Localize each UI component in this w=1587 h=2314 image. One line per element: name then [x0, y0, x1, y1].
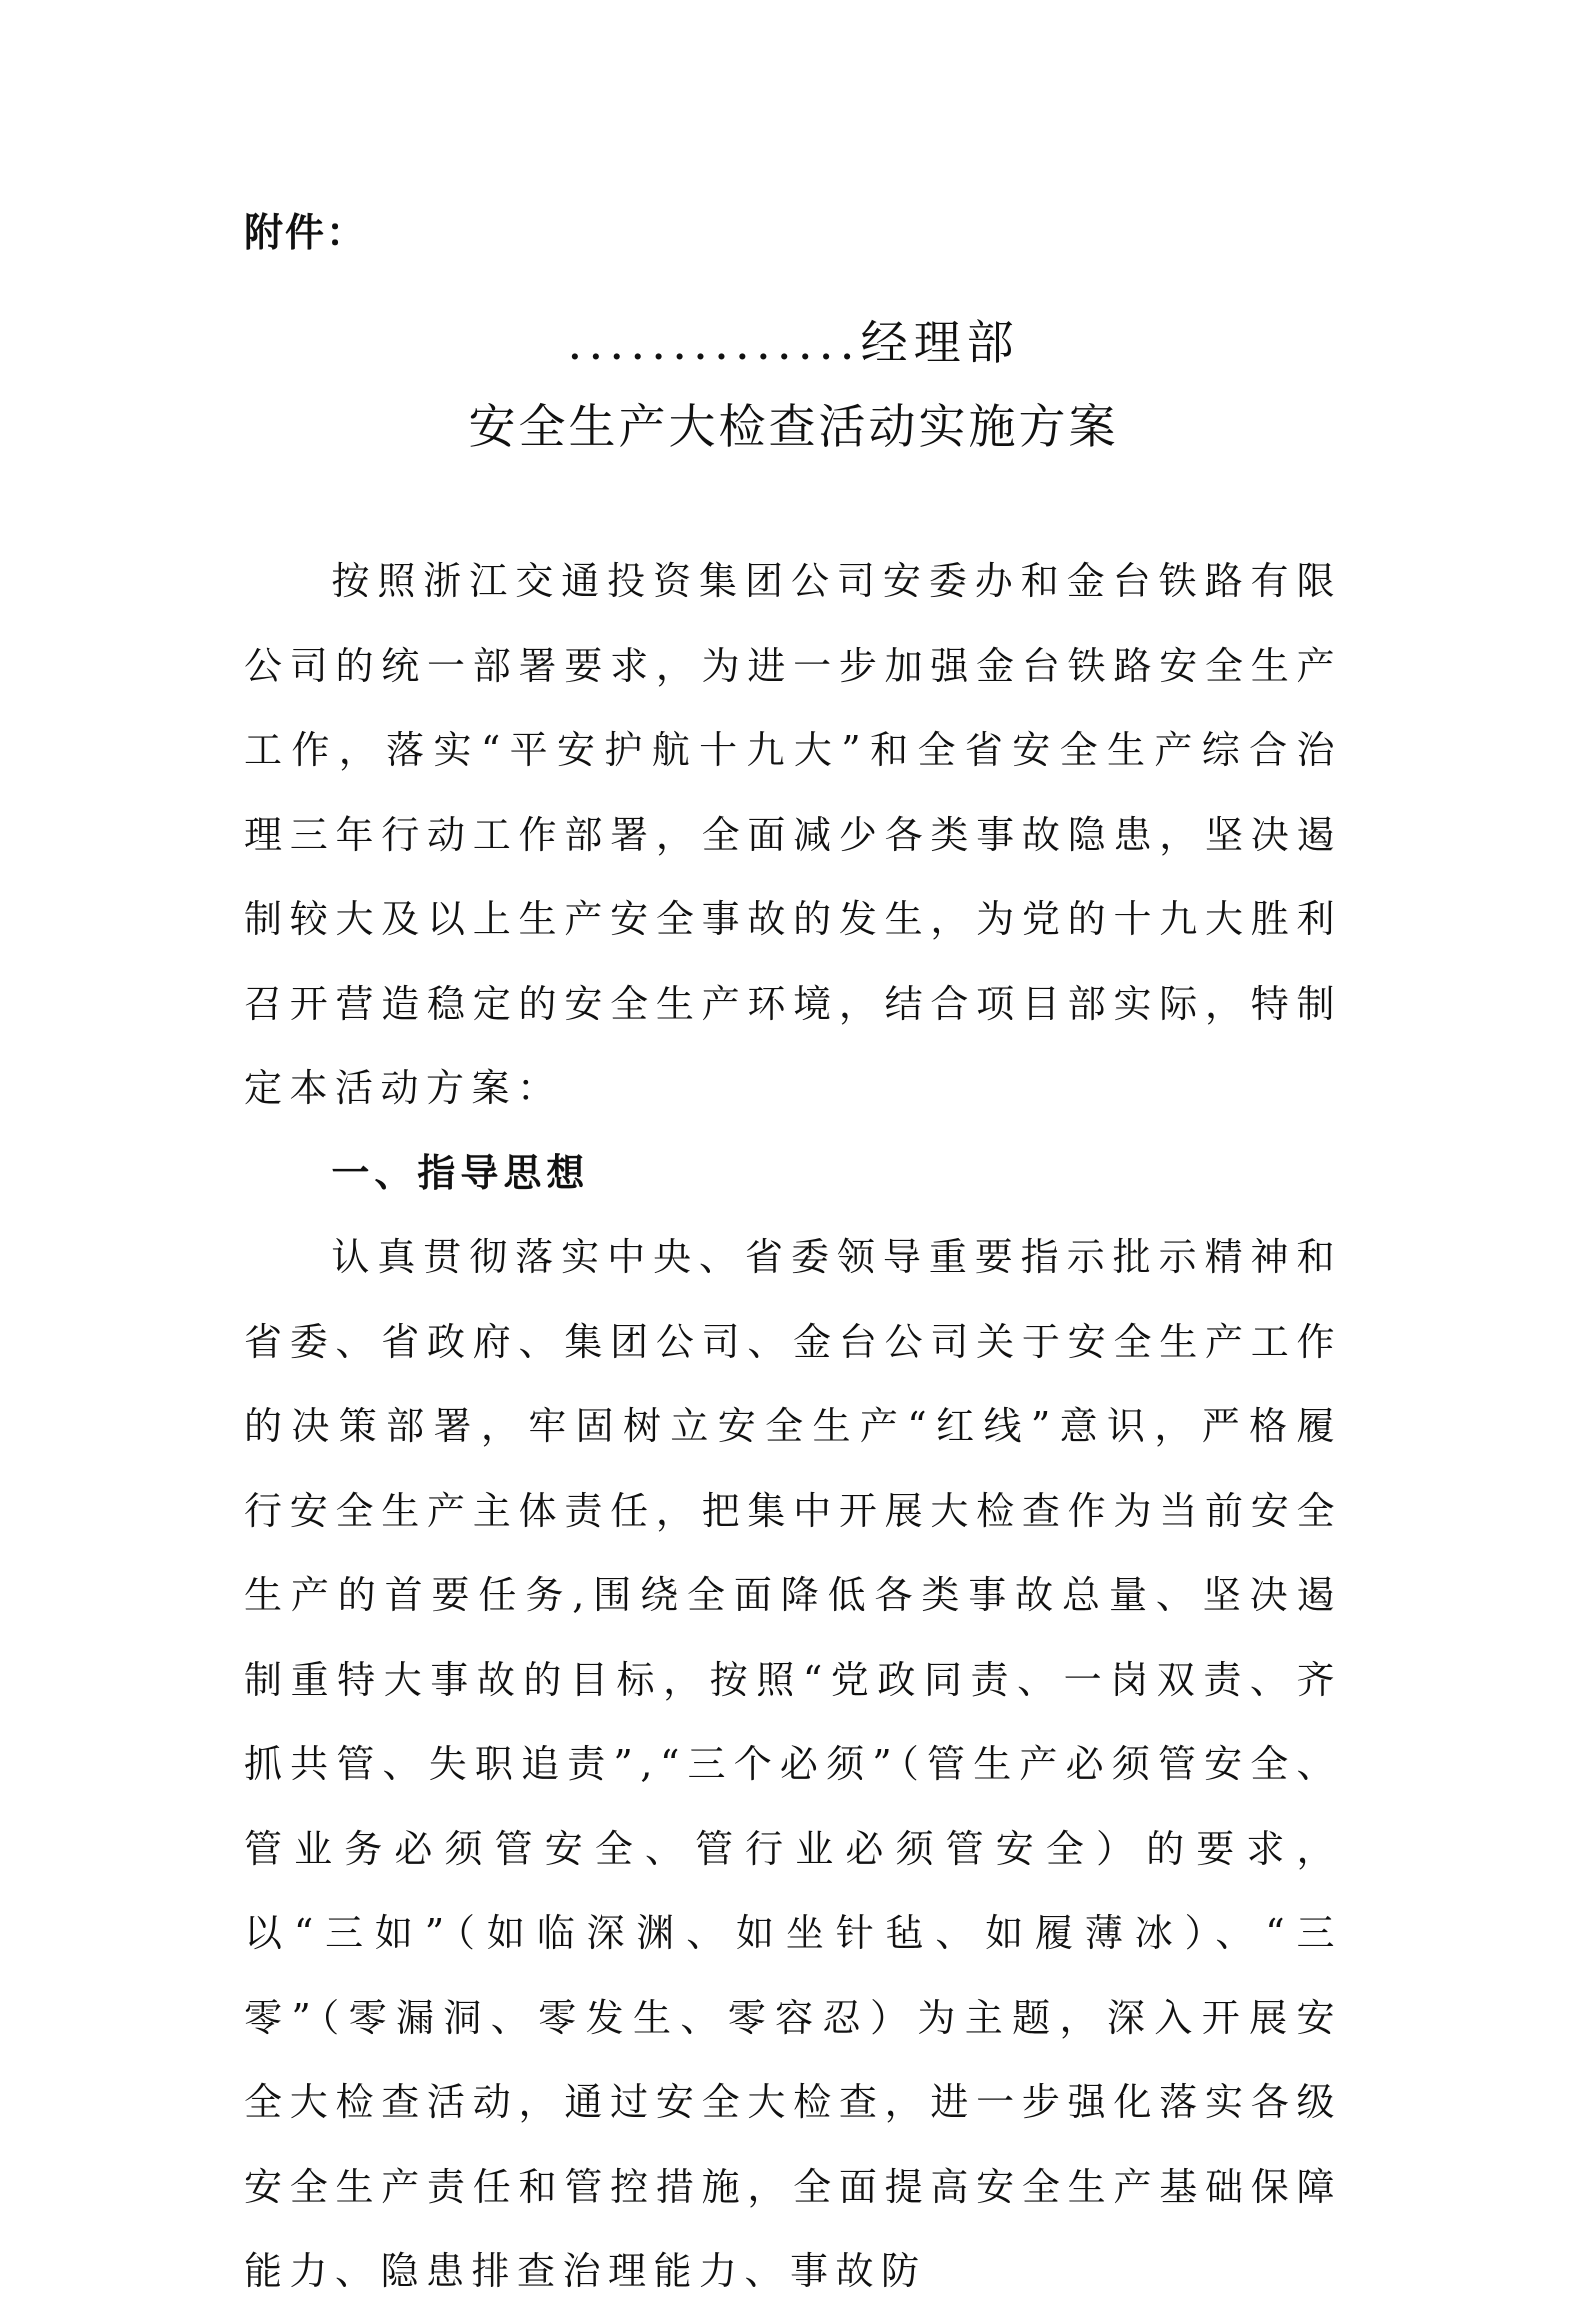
section-heading-guiding-ideology: 一、指导思想 [331, 1149, 590, 1195]
document-title-line-2: 安全生产大检查活动实施方案 [468, 400, 1119, 455]
document-body [244, 539, 1342, 2314]
intro-paragraph: 按照浙江交通投资集团公司安委办和金台铁路有限公司的统一部署要求，为进一步加强金台铁路安全生产工作，落实“平安护航十九大”和全省安全生产综合治理三年行动工作部署，全面减少各类事故隐患，坚决遏制较大及以上生产安全事故的发生，为党的十九大胜利召开营造稳定的安全生产环境，结合项目部实际，特制定本活动方案： [244, 559, 1342, 1110]
section-1-paragraph: 认真贯彻落实中央、省委领导重要指示批示精神和省委、省政府、集团公司、金台公司关于安全生产工作的决策部署，牢固树立安全生产“红线”意识，严格履行安全生产主体责任，把集中开展大检查作为当前安全生产的首要任务,围绕全面降低各类事故总量、坚决遏制重特大事故的目标，按照“党政同责、一岗双责、齐抓共管、失职追责”,“三个必须”（管生产必须管安全、管业务必须管安全、管行业必须管安全）的要求，以“三如”（如临深渊、如坐针毡、如履薄冰）、“三零”（零漏洞、零发生、零容忍）为主题，深入开展安全大检查活动，通过安全大检查，进一步强化落实各级安全生产责任和管控措施，全面提高安全生产基础保障能力、隐患排查治理能力、事故防 [244, 1235, 1342, 2293]
attachment-label: 附件： [244, 210, 368, 256]
document-title-line-1: ..............经理部 [567, 316, 1020, 371]
